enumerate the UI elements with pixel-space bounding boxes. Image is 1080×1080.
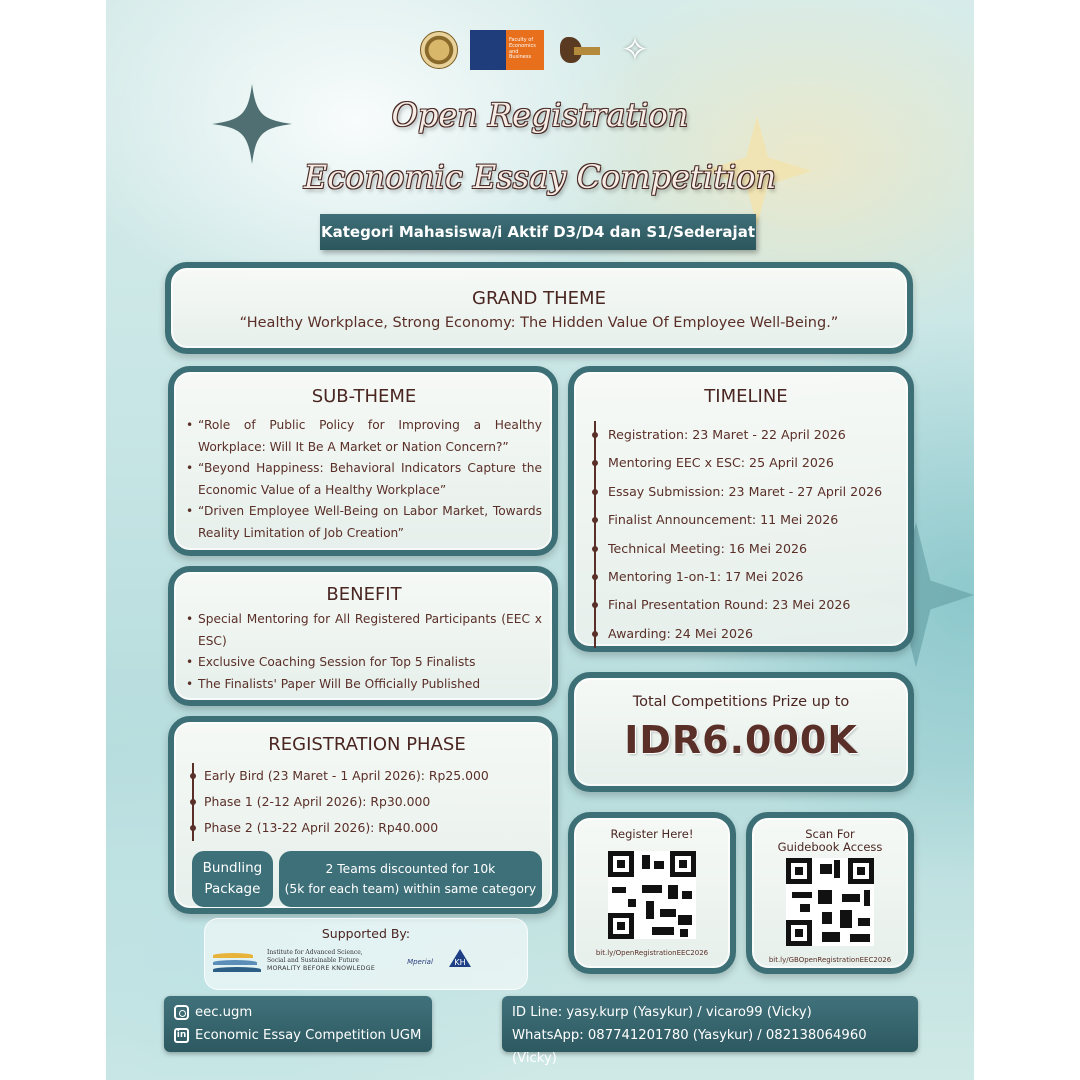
registration-phases bbox=[192, 763, 542, 841]
grand-theme-text: “Healthy Workplace, Strong Economy: The Hidden Value Of Employee Well-Being.” bbox=[239, 315, 839, 331]
kh-logo bbox=[443, 947, 477, 975]
prize-amount: IDR6.000K bbox=[624, 718, 858, 762]
registration-phase-item: Phase 1 (2-12 April 2026): Rp30.000 bbox=[204, 789, 542, 815]
guidebook-qr-title bbox=[752, 828, 908, 854]
timeline-panel bbox=[568, 366, 914, 652]
benefit-item: • Special Mentoring for All Registered Participants (EEC x ESC) bbox=[186, 609, 542, 652]
grand-theme-panel bbox=[165, 262, 913, 354]
bundling-text-line: 2 Teams discounted for 10k bbox=[325, 862, 496, 876]
instagram-icon bbox=[174, 1005, 189, 1020]
institute-motto: MORALITY BEFORE KNOWLEDGE bbox=[267, 965, 376, 972]
guidebook-qr-code[interactable] bbox=[786, 858, 874, 946]
registration-phase-item: Phase 2 (13-22 April 2026): Rp40.000 bbox=[204, 815, 542, 841]
supported-by-title: Supported By: bbox=[321, 926, 411, 941]
category-banner: Kategori Mahasiswa/i Aktif D3/D4 dan S1/Sederajat bbox=[320, 214, 756, 250]
title-economic-essay-competition: Economic Essay Competition bbox=[303, 158, 777, 196]
timeline-item: Finalist Announcement: 11 Mei 2026 bbox=[608, 506, 898, 534]
guidebook-qr-url[interactable]: bit.ly/GBOpenRegistrationEEC2026 bbox=[768, 956, 892, 964]
prize-label: Total Competitions Prize up to bbox=[632, 694, 850, 710]
benefit-panel bbox=[168, 566, 558, 706]
partner-logos bbox=[420, 30, 654, 70]
timeline-item: Technical Meeting: 16 Mei 2026 bbox=[608, 535, 898, 563]
instagram-row[interactable] bbox=[174, 1001, 422, 1024]
sub-theme-item: • “Role of Public Policy for Improving a Healthy Workplace: Will It Be A Market or Nation Concern?” bbox=[186, 415, 542, 458]
register-qr-title: Register Here! bbox=[610, 827, 694, 841]
supported-by-panel bbox=[204, 918, 528, 990]
timeline-list bbox=[594, 421, 898, 648]
guidebook-qr-title-line: Scan For bbox=[805, 827, 855, 841]
sponsor-logos bbox=[213, 947, 527, 975]
timeline-item: Registration: 23 Maret - 22 April 2026 bbox=[608, 421, 898, 449]
timeline-item: Essay Submission: 23 Maret - 27 April 2026 bbox=[608, 478, 898, 506]
fbe-logo: Faculty of Economics and Business bbox=[470, 30, 544, 70]
registration-phase-item: Early Bird (23 Maret - 1 April 2026): Rp25.000 bbox=[204, 763, 542, 789]
benefit-title: BENEFIT bbox=[326, 584, 402, 605]
sub-theme-item: • “Beyond Happiness: Behavioral Indicators Capture the Economic Value of a Healthy Workplace” bbox=[186, 458, 542, 501]
esc-logo: ✧ bbox=[620, 30, 650, 70]
registration-title: REGISTRATION PHASE bbox=[268, 734, 466, 755]
sub-theme-panel bbox=[168, 366, 558, 556]
institute-name bbox=[267, 949, 397, 973]
timeline-item: Mentoring EEC x ESC: 25 April 2026 bbox=[608, 449, 898, 477]
register-qr-panel[interactable] bbox=[568, 812, 736, 974]
benefit-item: • Exclusive Coaching Session for Top 5 Finalists bbox=[186, 652, 542, 674]
sub-theme-title: SUB-THEME bbox=[311, 386, 417, 407]
guidebook-qr-title-line: Guidebook Access bbox=[777, 840, 883, 854]
prize-panel bbox=[568, 672, 914, 792]
eec-logo bbox=[556, 31, 604, 69]
instagram-handle[interactable]: eec.ugm bbox=[195, 1005, 253, 1020]
institute-logo bbox=[213, 947, 261, 975]
title-open-registration: Open Registration bbox=[391, 96, 689, 134]
register-qr-code[interactable] bbox=[608, 851, 696, 939]
grand-theme-title: GRAND THEME bbox=[472, 288, 606, 309]
linkedin-row[interactable] bbox=[174, 1024, 422, 1047]
bundling-label-line: Package bbox=[204, 881, 261, 897]
bundling-label-line: Bundling bbox=[202, 860, 263, 876]
contact-footer bbox=[502, 996, 918, 1066]
mperial-logo: Mperial bbox=[407, 958, 433, 966]
guidebook-qr-panel[interactable] bbox=[746, 812, 914, 974]
timeline-item: Final Presentation Round: 23 Mei 2026 bbox=[608, 591, 898, 619]
poster bbox=[106, 0, 974, 1080]
sub-theme-item: • “Driven Employee Well-Being on Labor Market, Towards Reality Limitation of Job Creation” bbox=[186, 501, 542, 544]
timeline-title: TIMELINE bbox=[704, 386, 788, 407]
bundling-text bbox=[279, 851, 542, 907]
timeline-item: Awarding: 24 Mei 2026 bbox=[608, 620, 898, 648]
benefit-item: • The Finalists' Paper Will Be Officially Published bbox=[186, 674, 542, 696]
kh-mark-icon bbox=[445, 947, 475, 969]
registration-panel bbox=[168, 716, 558, 914]
bundling-label bbox=[192, 851, 273, 907]
institute-name-line: Social and Sustainable Future bbox=[267, 957, 359, 964]
linkedin-name[interactable]: Economic Essay Competition UGM bbox=[195, 1028, 422, 1043]
timeline-item: Mentoring 1-on-1: 17 Mei 2026 bbox=[608, 563, 898, 591]
svg-text:KH: KH bbox=[454, 958, 466, 967]
whatsapp-contact: WhatsApp: 087741201780 (Yasykur) / 082138064960 (Vicky) bbox=[512, 1028, 867, 1066]
ugm-seal-logo bbox=[420, 31, 458, 69]
institute-name-line: Institute for Advanced Science, bbox=[267, 949, 363, 956]
bundling-package bbox=[192, 851, 542, 907]
linkedin-icon: in bbox=[174, 1028, 189, 1043]
bundling-text-line: (5k for each team) within same category bbox=[284, 882, 537, 896]
line-id: ID Line: yasy.kurp (Yasykur) / vicaro99 (Vicky) bbox=[512, 1005, 812, 1020]
social-footer bbox=[164, 996, 432, 1052]
register-qr-url[interactable]: bit.ly/OpenRegistrationEEC2026 bbox=[595, 949, 709, 957]
